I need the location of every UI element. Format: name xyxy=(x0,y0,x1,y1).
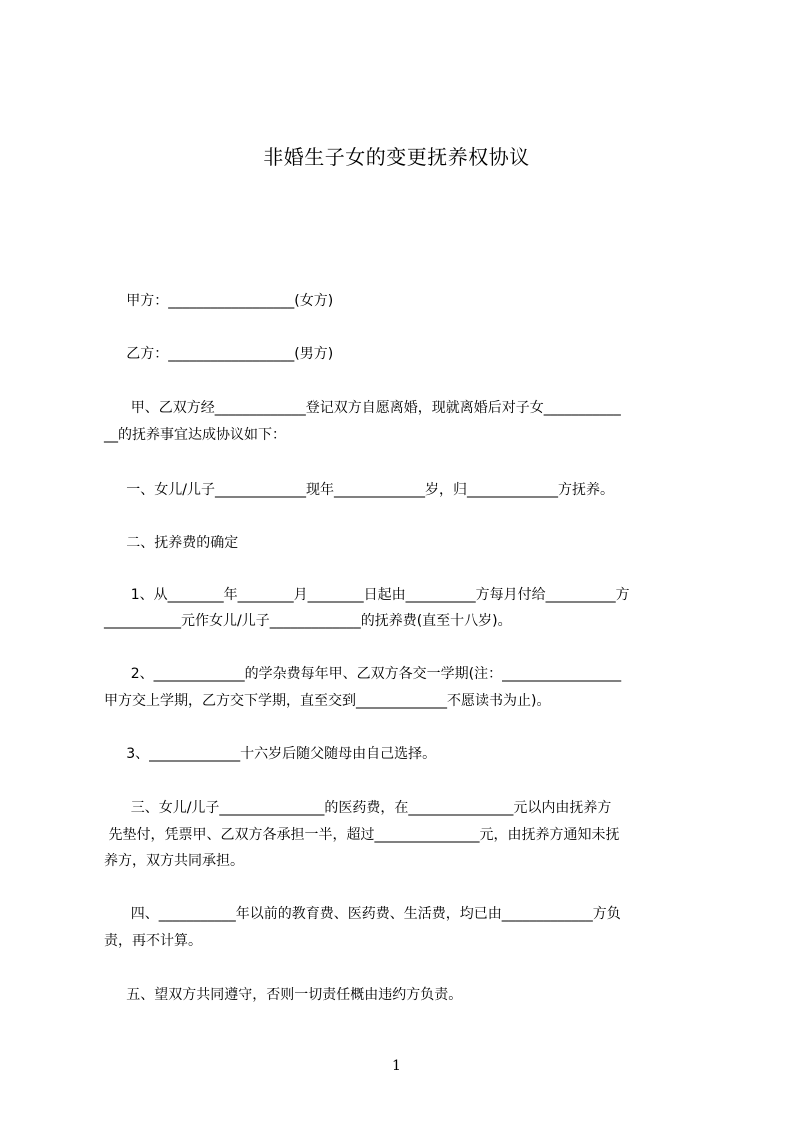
page-number: 1 xyxy=(392,1058,401,1074)
clause-4-line-1: 四、___________年以前的教育费、医药费、生活费，均已由_____________方负 xyxy=(104,906,621,922)
intro-paragraph-line-1: 甲、乙双方经_____________登记双方自愿离婚，现就离婚后对子女___________ xyxy=(104,400,621,416)
item-2-line-1: 2、_____________的学杂费每年甲、乙双方各交一学期(注：_________________ xyxy=(104,666,622,682)
clause-1-line: 一、女儿/儿子_____________现年_____________岁，归_____________方抚养。 xyxy=(104,482,614,498)
intro-paragraph-line-2: __的抚养事宜达成协议如下： xyxy=(104,427,286,443)
document-title: 非婚生子女的变更抚养权协议 xyxy=(263,145,530,169)
clause-4-line-2: 责，再不计算。 xyxy=(104,933,202,949)
clause-3-line-3: 养方，双方共同承担。 xyxy=(104,853,244,869)
clause-2-heading: 二、抚养费的确定 xyxy=(104,535,239,551)
item-2-line-2: 甲方交上学期，乙方交下学期，直至交到_____________不愿读书为止)。 xyxy=(104,693,551,709)
item-1-line-1: 1、从________年________月________日起由__________方每月付给__________方 xyxy=(104,587,630,603)
party-b-line: 乙方：__________________(男方) xyxy=(104,346,334,362)
clause-3-line-2: 先垫付，凭票甲、乙双方各承担一半，超过_______________元，由抚养方通知未抚 xyxy=(104,827,620,843)
clause-5-line: 五、望双方共同遵守，否则一切责任概由违约方负责。 xyxy=(104,987,463,1003)
clause-3-line-1: 三、女儿/儿子_______________的医药费，在_______________元以内由抚养方 xyxy=(104,800,612,816)
item-1-line-2: ___________元作女儿/儿子_____________的抚养费(直至十八岁)。 xyxy=(104,613,512,629)
item-3-line: 3、_____________十六岁后随父随母由自己选择。 xyxy=(104,746,437,762)
party-a-line: 甲方：__________________(女方) xyxy=(104,293,334,309)
